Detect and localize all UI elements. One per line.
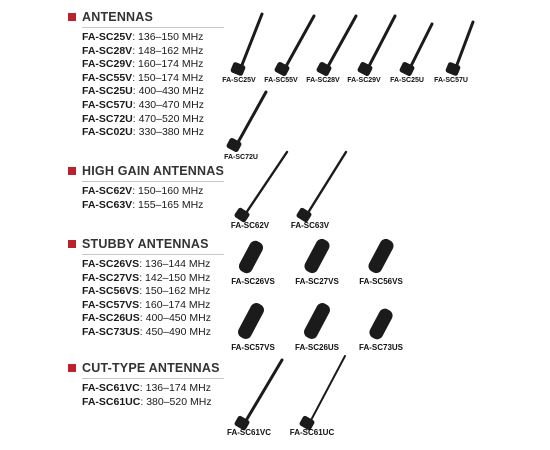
section-title: ANTENNAS [82, 10, 154, 24]
antenna-image-fa-sc63v [296, 152, 346, 222]
spec-row: FA-SC29V: 160–174 MHz [82, 58, 204, 71]
image-caption: FA-SC27VS [295, 277, 339, 286]
spec-row: FA-SC72U: 470–520 MHz [82, 112, 204, 125]
spec-row: FA-SC26VS: 136–144 MHz [82, 258, 211, 270]
image-caption: FA-SC29V [347, 77, 381, 84]
image-caption: FA-SC25V [222, 77, 256, 84]
image-caption: FA-SC57VS [231, 343, 275, 352]
antenna-image-fa-sc61vc [234, 360, 282, 430]
antenna-image-fa-sc25v [231, 14, 262, 76]
section-title: STUBBY ANTENNAS [82, 237, 209, 251]
antenna-image-fa-sc28v [316, 16, 356, 76]
spec-row: FA-SC02U: 330–380 MHz [82, 126, 204, 139]
image-caption: FA-SC62V [230, 221, 270, 230]
image-caption: FA-SC61VC [226, 428, 272, 437]
antenna-image-fa-sc25u [399, 24, 432, 76]
spec-row: FA-SC57VS: 160–174 MHz [82, 298, 211, 311]
spec-row: FA-SC25V: 136–150 MHz [82, 31, 204, 43]
image-caption: FA-SC57U [434, 77, 468, 84]
spec-row: FA-SC26US: 400–450 MHz [82, 312, 211, 325]
antenna-image-fa-sc26us [302, 301, 332, 341]
image-caption: FA-SC73US [358, 343, 404, 352]
antenna-image-fa-sc27vs [302, 237, 331, 275]
antenna-image-fa-sc56vs [366, 237, 395, 275]
antenna-image-fa-sc62v [234, 152, 287, 223]
antenna-image-fa-sc57vs [236, 301, 266, 341]
antenna-image-fa-sc26vs [237, 239, 265, 276]
image-caption: FA-SC26VS [231, 277, 275, 286]
antenna-image-fa-sc61uc [299, 356, 345, 430]
antenna-image-fa-sc73us [367, 307, 394, 342]
antenna-image-fa-sc29v [357, 16, 395, 76]
image-caption: FA-SC72U [224, 154, 258, 161]
antenna-image-fa-sc57u [446, 22, 473, 76]
spec-row: FA-SC56VS: 150–162 MHz [82, 285, 211, 298]
spec-row: FA-SC57U: 430–470 MHz [82, 98, 204, 111]
spec-row: FA-SC61VC: 136–174 MHz [82, 382, 211, 394]
image-caption: FA-SC26US [294, 343, 340, 352]
image-caption: FA-SC28V [306, 77, 340, 84]
image-caption: FA-SC56VS [359, 277, 403, 286]
spec-row: FA-SC63V: 155–165 MHz [82, 198, 204, 211]
spec-row: FA-SC27VS: 142–150 MHz [82, 271, 211, 284]
section-title: CUT-TYPE ANTENNAS [82, 361, 220, 375]
antenna-image-fa-sc72u [226, 92, 266, 152]
spec-row: FA-SC73US: 450–490 MHz [82, 325, 211, 338]
spec-row: FA-SC61UC: 380–520 MHz [82, 395, 212, 408]
image-caption: FA-SC61UC [289, 428, 335, 437]
section-title: HIGH GAIN ANTENNAS [82, 164, 225, 178]
spec-row: FA-SC55V: 150–174 MHz [82, 71, 204, 84]
image-caption: FA-SC55V [264, 77, 298, 84]
spec-row: FA-SC25U: 400–430 MHz [82, 85, 204, 98]
spec-row: FA-SC28V: 148–162 MHz [82, 44, 204, 57]
antenna-image-fa-sc55v [274, 16, 314, 76]
spec-row: FA-SC62V: 150–160 MHz [82, 185, 204, 197]
image-caption: FA-SC25U [390, 77, 424, 84]
image-caption: FA-SC63V [290, 221, 330, 230]
